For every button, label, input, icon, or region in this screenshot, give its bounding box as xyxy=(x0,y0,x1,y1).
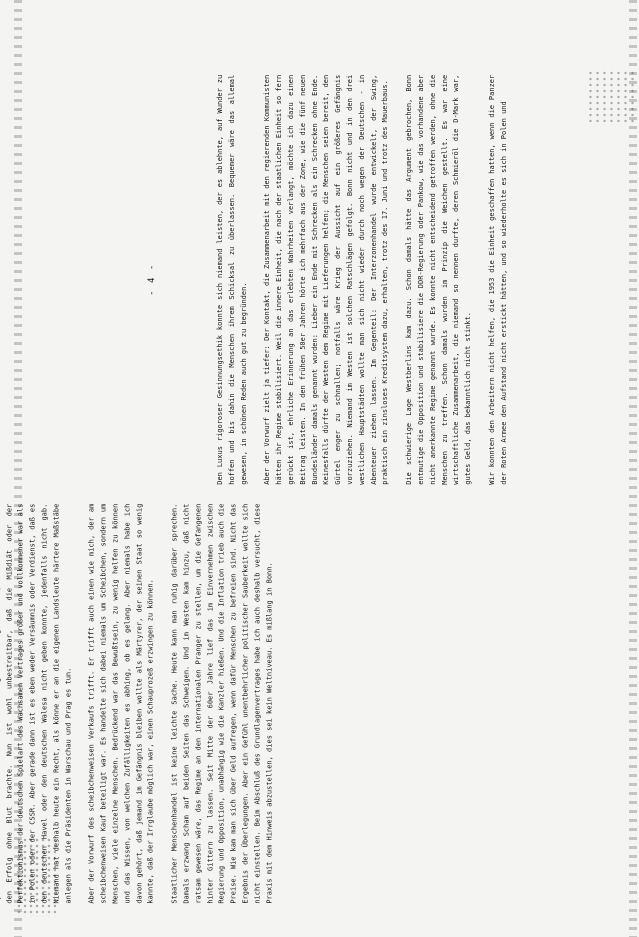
page-number: - 4 - xyxy=(147,263,158,296)
scan-edge-right xyxy=(629,0,637,937)
scan-noise-top-right xyxy=(587,70,635,125)
paragraph: Staatlicher Menschenhandel ist keine leichte Sache. Heute kann man ruhig darüber sprechen. Damals erzwang Scham auf beiden Seiten das Schweigen. Und im Westen kam hinzu, daß nicht ratsam gewesen wäre, das Regime an den internationalen Pranger zu stellen, um die Gefangenen hinter Gittern zu lassen. Seit Mitte der 60er Jahre lief das im Einvernehmen zwischen Regierung und Opposition, unabhängig wie die Kanzler hießen. Und die Inflation trieb auch die Preise. Wie kam man sich über Geld aufregen, wenn dafür Menschen zu befreien sind. Nicht das Ergebnis der Überlegungen. Aber ein Gefühl unentbehrlicher politischer Sauberkeit wollte sich nicht einstellen. Beim Abschluß des Grundlagenvertrages habe ich auch deshalb versucht, diese Praxis mit dem Hinweis abzustellen, dies sei kein Weltniveau. Es mißlang in Bonn. xyxy=(170,503,273,904)
paragraph: Wir konnten den Arbeitern nicht helfen, die 1953 die Einheit geschaffen hatten, wenn die Panzer der Roten Armee den Aufstand nicht erstickt hätten, und so wiederholte es sich in Polen und xyxy=(488,74,508,485)
paragraph: Aber der Vorwurf des scheibchenweisen Verkaufs trifft. Er trifft auch einen wie mich, der am scheibchenweisen Kauf beteiligt war. Es handelte sich dabei niemals um Scheibchen, sondern um Menschen, viele einzelne Menschen. Bedrückend war das Bewußtsein, zu wenig helfen zu können und das Wissen, von welchen Zufälligkeiten es abhing, ob es gelang. Aber niemals habe ich davon gehört, daß jemand im Gefängnis bleiben wollte als Märtyrer, der seinen Staat so wenig kannte, daß der Irrglaube möglich war, einen Schauprozeß erzwingen zu können. xyxy=(87,503,155,904)
page-body xyxy=(0,504,276,904)
paragraph: den Erfolg ohne Blut brachte. Nun ist wohl unbestreitbar, daß die Mißdiät oder der Perfektionismus der deutschen Spielart des Wachsamen Vertrages größer und vollkommener war als in Polen oder der CSSR. Aber gerade dann ist es eben weder Versäumnis oder Verdienst, daß es den deutschen Havel oder den deutschen Walesa nicht geben konnte, jedenfalls nicht gab. Niemand hat deshalb heute ein Recht, als könne er an die eigenen Landsleute härtere Maßstäbe anlegen als die Präsidenten in Warschau und Prag es tun. xyxy=(4,503,72,904)
page-body xyxy=(215,75,511,485)
paragraph: Die schwierige Lage Westberlins kam dazu. Schon damals hätte das Argument gebrochen, Bonn entmutige die Opposition und stabilisiere die DDR-Regierung oder Pankow, wie das vorhandene aber nicht anerkannte Regime genannt wurde. Es konnte nicht entscheidend getroffen werden, ohne die Menschen zu treffen. Schon damals wurden im Prinzip die Weichen gestellt. Es war eine wirtschaftliche Zusammenarbeit, die niemand so nennen durfte, deren Schmierōl die D-Mark war, gutes Geld, das bekanntlich nicht stinkt. xyxy=(405,74,473,485)
paragraph: Aber der Vorwurf zielt ja tiefer: Der Kontakt, die Zusammenarbeit mit den regierenden Kommunisten hätten ihr Regime stabilisiert. Weil die innere Einheit, die nach der staatlichen Einheit so fern gerückt ist, ehrliche Erinnerung an das erlebten Wahrheiten verlangt, möchte ich dazu einen Beitrag leisten. In den frühen 50er Jahren hörte ich mehrfach aus der Zone, wie die fünf neuen Bundesländer damals genannt wurden: Lieber ein Ende mit Schrecken als ein Schrecken ohne Ende. Keinesfalls dürfte der Westen dem Regime mit Lieferungen helfen; die Menschen seien bereit, den Gürtel enger zu schnallen; notfalls wäre Krieg der Aussicht auf ein größeres Gefängnis vorzuziehen. Niemand im Westen ist solchen Ratschlägen gefolgt. Bonn nicht und in den drei westlichen Hauptstädten wollte man sich nicht wieder durch noch wegen der Deutschen - in Abenteuer ziehen lassen. Im Gegenteil: Der Interzonenhandel wurde entwickelt, der Swing, praktisch ein zinsloses Kreditsystem dazu, erhalten, trotz des 17. Juni und trotz des Mauerbaus. xyxy=(263,74,390,485)
page-3 xyxy=(0,504,288,904)
page-4 xyxy=(147,75,523,485)
paragraph: Den Luxus rigoroser Gesinnungsethik konnte sich niemand leisten, der es ablehnte, auf Wunder zu hoffen und bis dahin die Menschen ihrem Schicksal zu überlassen. Bequemer wäre das allemal gewesen, in schönen Reden auch gut zu begründen. xyxy=(216,74,248,485)
